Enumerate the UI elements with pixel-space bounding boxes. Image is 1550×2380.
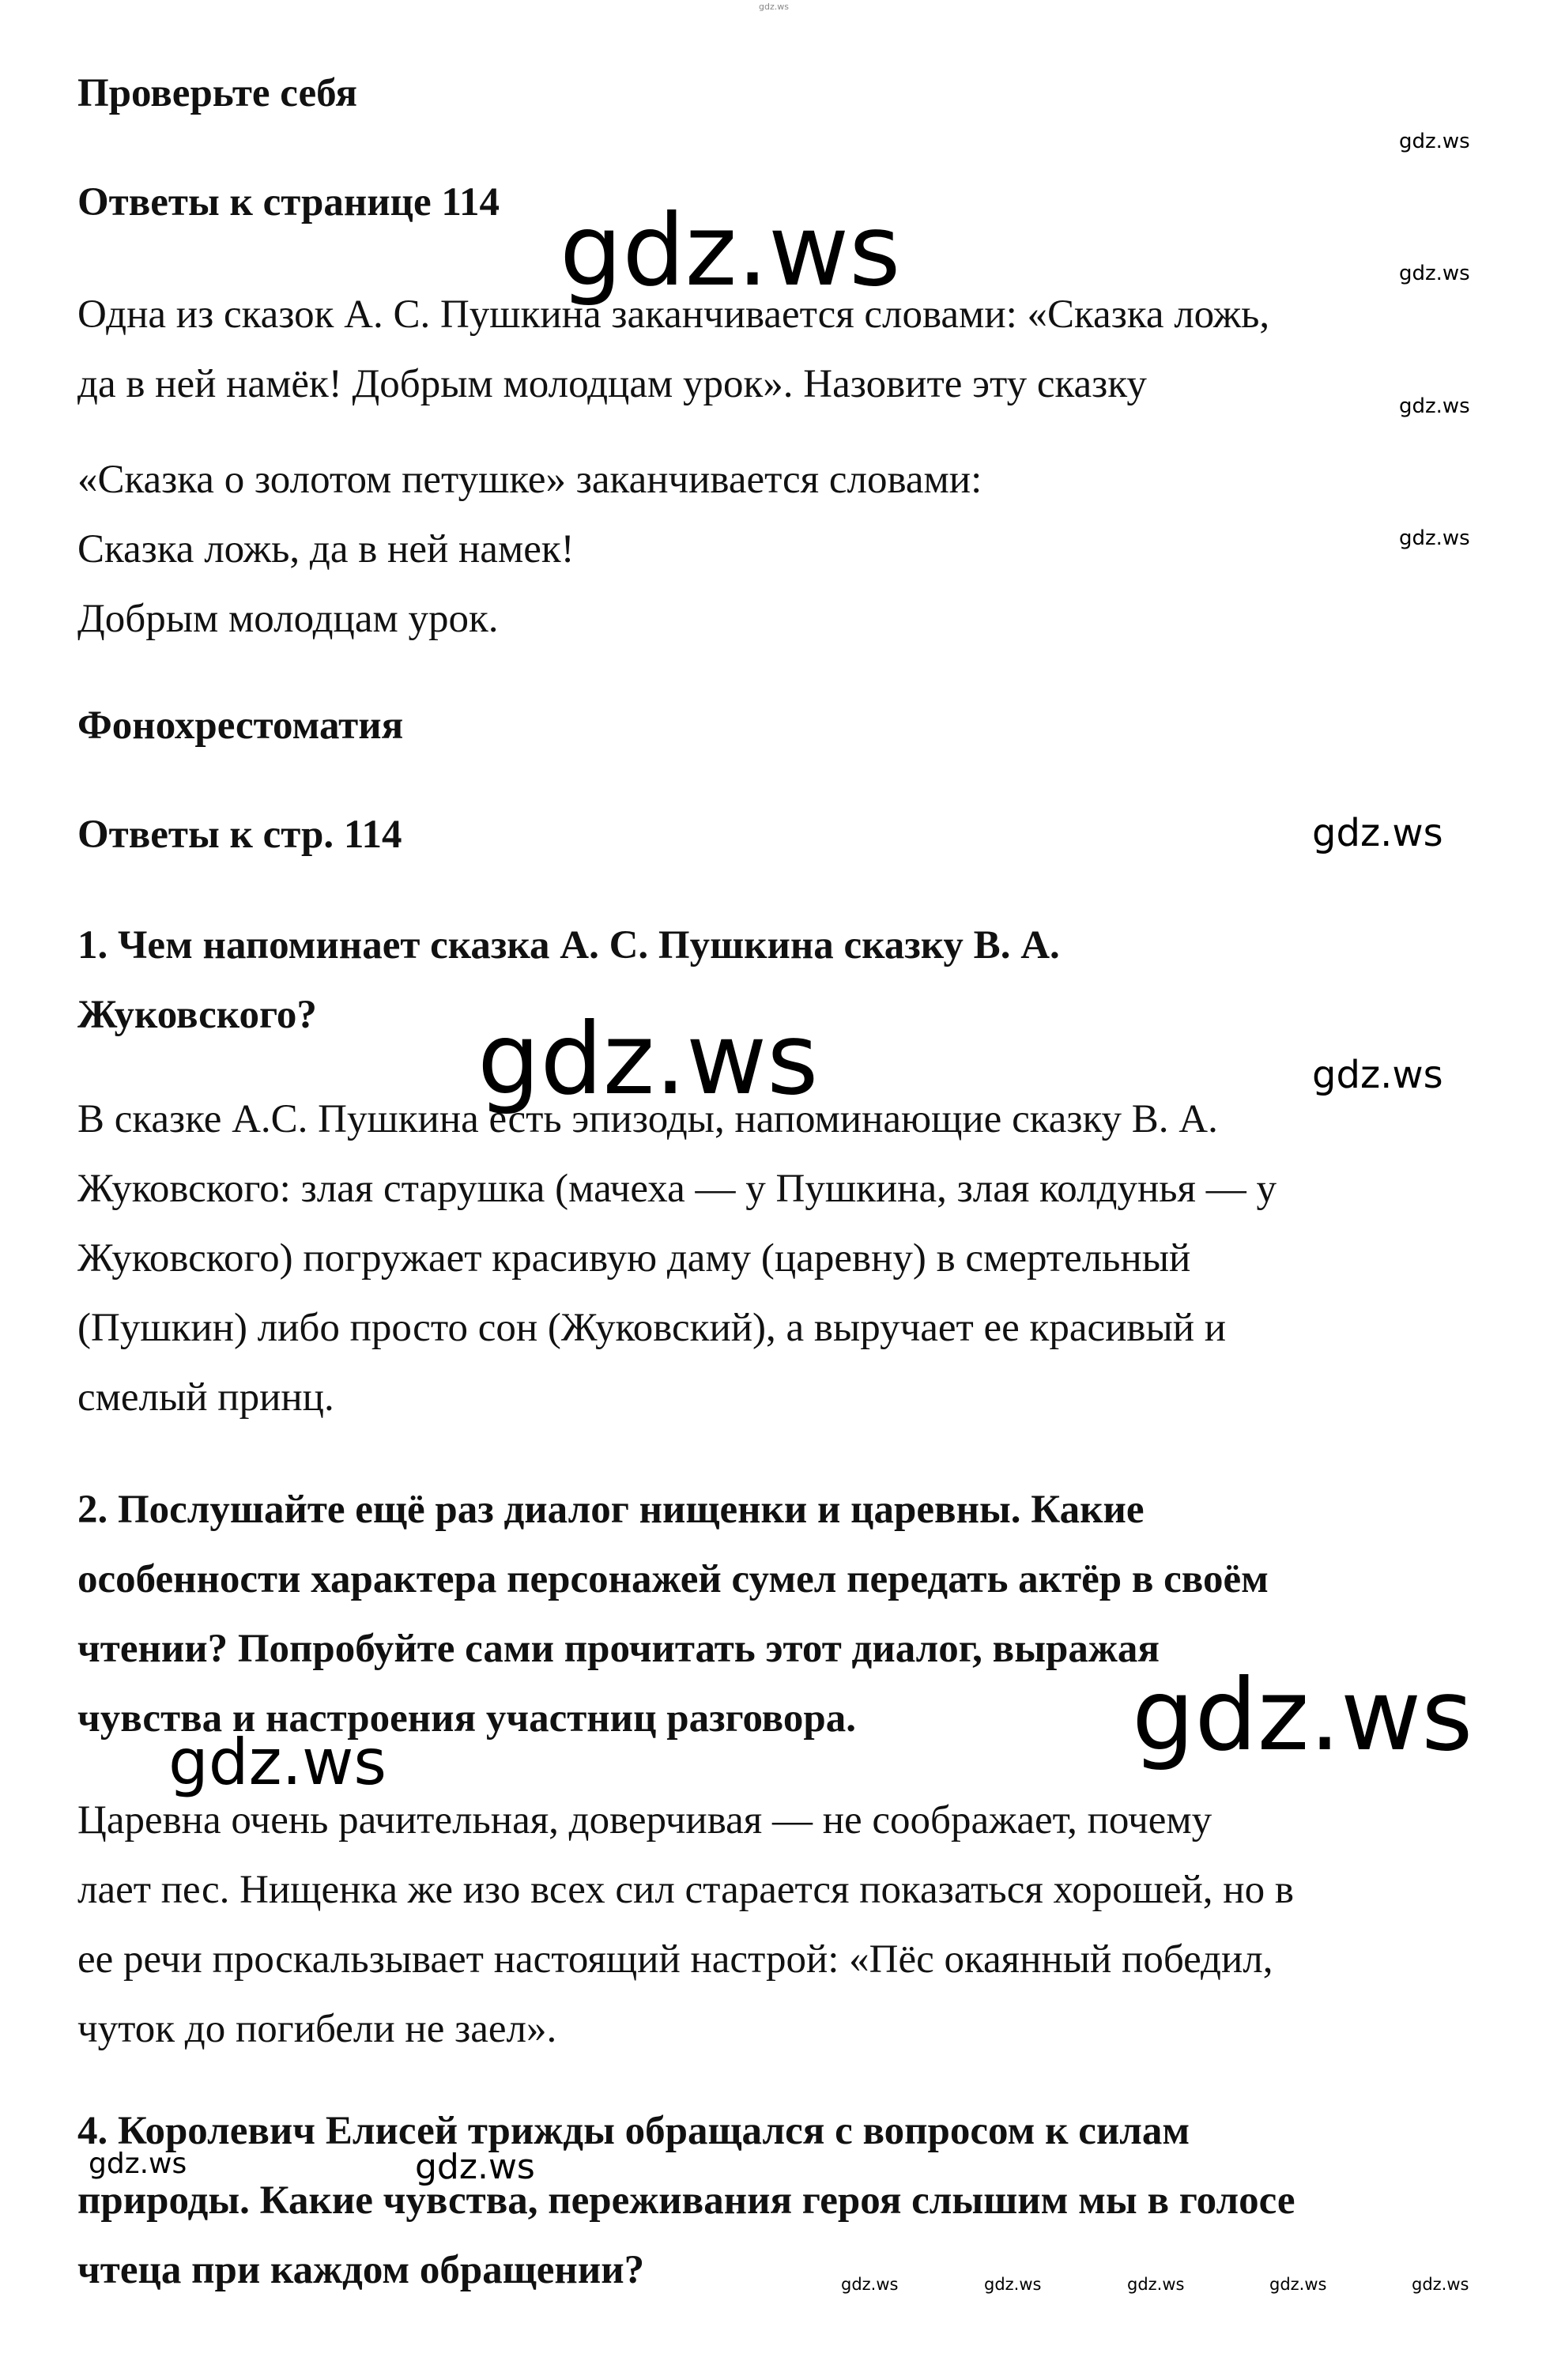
answer-intro (77, 445, 1484, 654)
watermark-footer: gdz.ws (984, 2275, 1042, 2294)
watermark-small: gdz.ws (1399, 262, 1470, 285)
watermark-large: gdz.ws (560, 194, 901, 308)
question-4-line: чтеца при каждом обращении? (77, 2248, 645, 2292)
question-2-line: 2. Послушайте ещё раз диалог нищенки и царевны. Какие (77, 1488, 1145, 1532)
watermark-footer: gdz.ws (841, 2275, 899, 2294)
question-1-line: 1. Чем напоминает сказка А. С. Пушкина сказку В. А. (77, 923, 1060, 967)
answer-2-line: чуток до погибели не заел». (77, 2007, 557, 2051)
question-2-line: чувства и настроения участниц разговора. (77, 1696, 856, 1741)
section-title-check: Проверьте себя (77, 71, 357, 115)
watermark-top: gdz.ws (759, 2, 789, 12)
watermark-medium-small: gdz.ws (89, 2148, 187, 2180)
watermark-medium-large: gdz.ws (168, 1726, 387, 1799)
answer-intro-line: Добрым молодцам урок. (77, 597, 499, 641)
watermark-large: gdz.ws (1132, 1658, 1473, 1773)
answers-heading: Ответы к странице 114 (77, 180, 500, 224)
answer-1-line: Жуковского) погружает красивую даму (царевну) в смертельный (77, 1236, 1191, 1281)
phono-answers-heading: Ответы к стр. 114 (77, 813, 402, 857)
answer-2-line: лает пес. Нищенка же изо всех сил старается показаться хорошей, но в (77, 1868, 1294, 1912)
answer-intro-line: Сказка ложь, да в ней намек! (77, 527, 575, 571)
watermark-small: gdz.ws (1399, 130, 1470, 153)
watermark-medium-small: gdz.ws (415, 2147, 535, 2187)
answer-2-line: Царевна очень рачительная, доверчивая — не соображает, почему (77, 1798, 1212, 1843)
watermark-footer: gdz.ws (1269, 2275, 1327, 2294)
answer-1-line: (Пушкин) либо просто сон (Жуковский), а выручает ее красивый и (77, 1306, 1227, 1350)
question-1-line: Жуковского? (77, 993, 317, 1037)
answer-1-line: Жуковского: злая старушка (мачеха — у Пушкина, злая колдунья — у (77, 1167, 1277, 1211)
watermark-footer: gdz.ws (1412, 2275, 1469, 2294)
question-2-line: чтении? Попробуйте сами прочитать этот диалог, выражая (77, 1627, 1160, 1671)
question-4-line: 4. Королевич Елисей трижды обращался с вопросом к силам (77, 2109, 1190, 2153)
answer-intro-line: «Сказка о золотом петушке» заканчивается словами: (77, 458, 982, 502)
watermark-large: gdz.ws (477, 1002, 819, 1117)
watermark-medium: gdz.ws (1312, 1053, 1443, 1097)
question-2-line: особенности характера персонажей сумел передать актёр в своём (77, 1557, 1269, 1601)
watermark-small: gdz.ws (1399, 394, 1470, 418)
answer-1-line: смелый принц. (77, 1375, 334, 1420)
answer-1-line: В сказке А.С. Пушкина есть эпизоды, напоминающие сказку В. А. (77, 1097, 1218, 1141)
question-4 (77, 2096, 1484, 2305)
answer-2-line: ее речи проскальзывает настоящий настрой: «Пёс окаянный победил, (77, 1937, 1273, 1982)
watermark-footer: gdz.ws (1127, 2275, 1185, 2294)
section-title-phono: Фонохрестоматия (77, 703, 404, 748)
answer-1 (77, 1084, 1484, 1432)
question-4-line: природы. Какие чувства, переживания героя слышим мы в голосе (77, 2178, 1295, 2223)
question-intro-line: Одна из сказок А. С. Пушкина заканчивается словами: «Сказка ложь, (77, 292, 1270, 337)
watermark-medium: gdz.ws (1312, 811, 1443, 855)
watermark-small: gdz.ws (1399, 526, 1470, 550)
question-intro-line: да в ней намёк! Добрым молодцам урок». Назовите эту сказку (77, 362, 1147, 406)
answer-2 (77, 1786, 1484, 2064)
